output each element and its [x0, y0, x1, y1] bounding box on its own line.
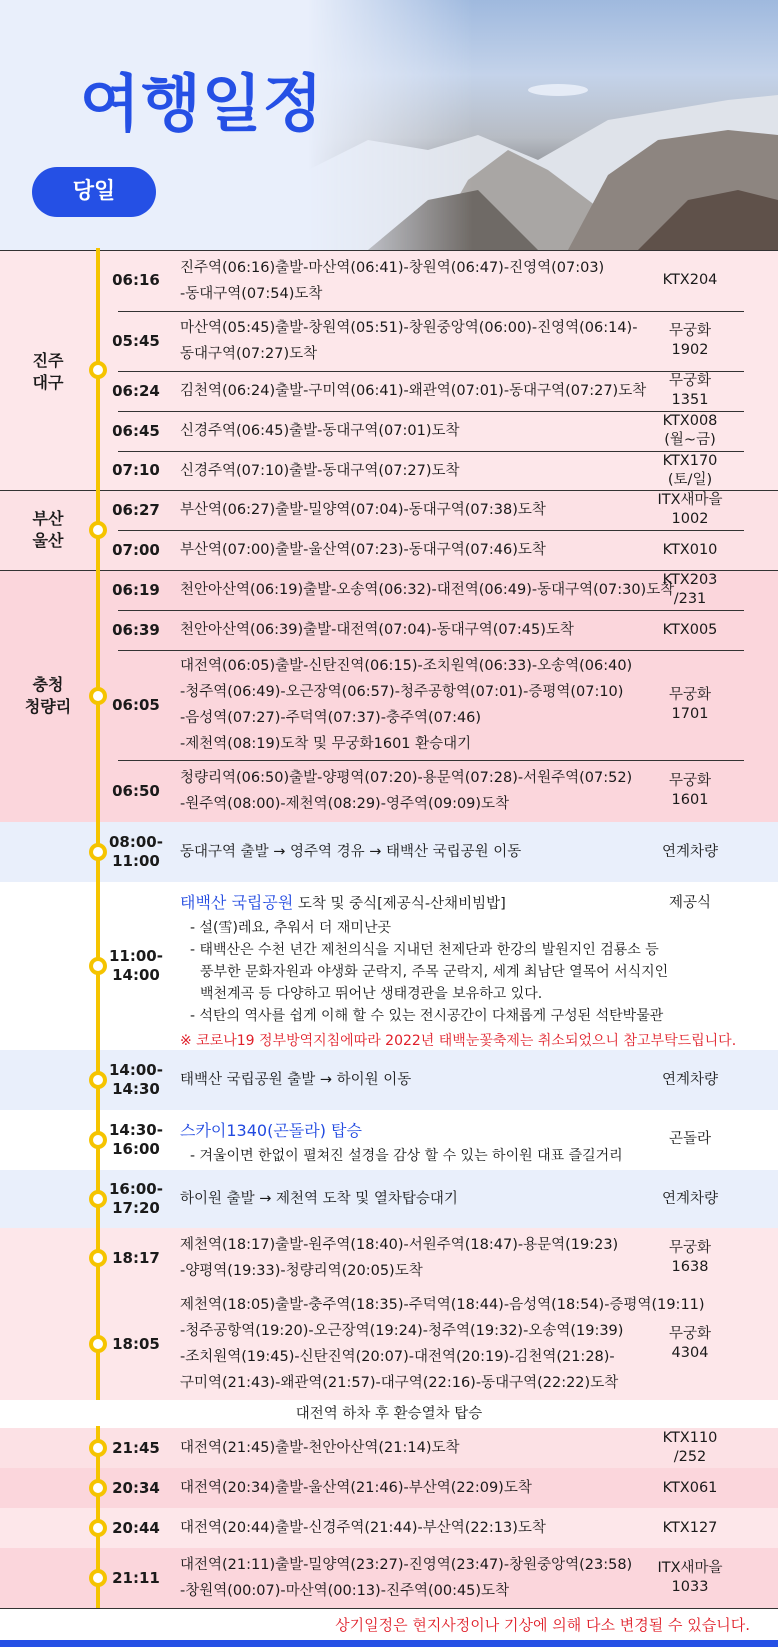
timeline-dot — [89, 1479, 107, 1497]
departure-time: 06:24 — [112, 381, 160, 400]
footer-note: 상기일정은 현지사정이나 기상에 의해 다소 변경될 수 있습니다. — [335, 1616, 750, 1634]
row-divider — [0, 1608, 778, 1609]
route-description: 동대구역 출발 → 영주역 경유 → 태백산 국립공원 이동 — [180, 844, 522, 860]
timeline-dot — [89, 1519, 107, 1537]
activity-description — [180, 890, 737, 1055]
route-description: 대전역(21:11)출발-밀양역(23:27)-진영역(23:47)-창원중앙역(23:58) -창원역(00:07)-마산역(00:13)-진주역(00:45)도착 — [180, 1557, 633, 1599]
activity-bullet: - 석탄의 역사를 쉽게 이해 할 수 있는 전시공간이 다채롭게 구성된 석탄박물관 — [190, 1008, 664, 1024]
timeline-dot — [89, 1439, 107, 1457]
train-name: KTX008 (월~금) — [662, 413, 718, 448]
route-description: 천안아산역(06:19)출발-오송역(06:32)-대전역(06:49)-동대구역(07:30)도착 — [180, 582, 675, 598]
departure-time: 06:50 — [112, 781, 160, 800]
timeline-dot — [89, 1131, 107, 1149]
route-description: 대전역(06:05)출발-신탄진역(06:15)-조치원역(06:33)-오송역(06:40) -청주역(06:49)-오근장역(06:57)-청주공항역(07:01)-증평역(07:10) -음성역(07:27)-주덕역(07:37)-충주역(07:46) -제천역(08:19)도착 및 무궁화1601 환승대기 — [180, 658, 633, 752]
train-name: 연계차량 — [661, 1071, 719, 1088]
header-banner — [0, 0, 778, 250]
departure-time: 07:00 — [112, 540, 160, 559]
timeline-dot — [89, 521, 107, 539]
timeline-dot — [89, 957, 107, 975]
route-description: 제천역(18:17)출발-원주역(18:40)-서원주역(18:47)-용문역(19:23) -양평역(19:33)-청량리역(20:05)도착 — [180, 1237, 619, 1279]
departure-time: 06:19 — [112, 580, 160, 599]
route-description: 태백산 국립공원 출발 → 하이원 이동 — [180, 1072, 412, 1088]
row-divider — [118, 311, 744, 312]
activity-bullet: - 태백산은 수천 년간 제천의식을 지내던 천제단과 한강의 발원지인 검룡소 등 — [190, 942, 659, 958]
departure-time: 06:16 — [112, 271, 160, 289]
departure-time: 21:45 — [112, 1438, 160, 1457]
activity-highlight: 태백산 국립공원 — [180, 893, 294, 912]
route-description: 김천역(06:24)출발-구미역(06:41)-왜관역(07:01)-동대구역(07:27)도착 — [180, 383, 647, 399]
train-name: ITX새마을 1033 — [657, 1560, 723, 1595]
route-description: 대전역(20:44)출발-신경주역(21:44)-부산역(22:13)도착 — [180, 1520, 546, 1536]
departure-time: 06:27 — [112, 500, 160, 519]
covid-notice: ※ 코로나19 정부방역지침에따라 2022년 태백눈꽃축제는 취소되었으니 참고부탁드립니다. — [180, 1033, 737, 1049]
route-description: 하이원 출발 → 제천역 도착 및 열차탑승대기 — [180, 1191, 458, 1207]
train-name: 연계차량 — [661, 843, 719, 860]
train-name: 연계차량 — [661, 1190, 719, 1207]
row-divider — [118, 760, 744, 761]
bottom-bar — [0, 1640, 778, 1647]
departure-time: 06:05 — [112, 695, 160, 714]
route-description: 대전역(21:45)출발-천안아산역(21:14)도착 — [180, 1440, 460, 1456]
departure-time: 18:05 — [112, 1334, 160, 1353]
activity-time: 11:00- 14:00 — [109, 947, 163, 984]
timeline-line — [96, 822, 100, 1400]
route-description: 대전역(20:34)출발-울산역(21:46)-부산역(22:09)도착 — [180, 1480, 532, 1496]
train-name: KTX005 — [662, 621, 718, 638]
group-label-jinju-daegu: 진주 대구 — [32, 351, 64, 392]
activity-heading — [180, 1118, 650, 1145]
activity-highlight: 스카이1340(곤돌라) 탑승 — [180, 1121, 362, 1140]
timeline-dot — [89, 1071, 107, 1089]
departure-time: 16:00- 17:20 — [109, 1180, 163, 1217]
train-name: 무궁화 1638 — [668, 1240, 712, 1275]
train-name: KTX203 /231 — [662, 572, 718, 607]
route-description: 부산역(07:00)출발-울산역(07:23)-동대구역(07:46)도착 — [180, 542, 546, 558]
route-description: 신경주역(06:45)출발-동대구역(07:01)도착 — [180, 423, 460, 439]
departure-time: 06:39 — [112, 620, 160, 639]
departure-time: 05:45 — [112, 331, 160, 350]
activity-bullet: 풍부한 문화자원과 야생화 군락지, 주목 군락지, 세계 최남단 열목어 서식지인 — [200, 964, 669, 980]
timeline-dot — [89, 1569, 107, 1587]
departure-time: 14:00- 14:30 — [109, 1061, 163, 1098]
activity-bullet: 백천계곡 등 다양하고 뛰어난 생태경관을 보유하고 있다. — [200, 986, 543, 1002]
activity-transport: 곤돌라 — [668, 1131, 712, 1147]
transfer-note: 대전역 하차 후 환승열차 탑승 — [295, 1406, 483, 1422]
activity-heading-rest: 도착 및 중식[제공식-산채비빔밥] — [293, 896, 506, 912]
route-description: 신경주역(07:10)출발-동대구역(07:27)도착 — [180, 462, 460, 479]
route-description: 청량리역(06:50)출발-양평역(07:20)-용문역(07:28)-서원주역(07:52) -원주역(08:00)-제천역(08:29)-영주역(09:09)도착 — [180, 770, 633, 812]
route-description: 부산역(06:27)출발-밀양역(07:04)-동대구역(07:38)도착 — [180, 502, 546, 518]
day-trip-badge: 당일 — [32, 167, 156, 217]
train-name: KTX170 (토/일) — [662, 452, 718, 488]
mountain-photo — [308, 0, 778, 250]
activity-time: 14:30- 16:00 — [109, 1121, 163, 1158]
group-label-busan-ulsan: 부산 울산 — [32, 509, 64, 550]
departure-time: 06:45 — [112, 421, 160, 440]
departure-time: 18:17 — [112, 1248, 160, 1267]
timeline-dot — [89, 687, 107, 705]
train-name: KTX204 — [662, 272, 718, 288]
timeline-dot — [89, 843, 107, 861]
departure-time: 20:34 — [112, 1478, 160, 1497]
train-name: ITX새마을 1002 — [657, 492, 723, 527]
timeline-dot — [89, 1249, 107, 1267]
activity-transport: 제공식 — [668, 895, 712, 911]
train-name: 무궁화 1701 — [668, 687, 712, 722]
row-divider — [0, 250, 778, 251]
train-name: KTX061 — [662, 1479, 718, 1496]
train-name: 무궁화 1902 — [668, 323, 712, 358]
departure-time: 20:44 — [112, 1518, 160, 1537]
timeline-dot — [89, 1190, 107, 1208]
train-name: 무궁화 1351 — [668, 373, 712, 408]
departure-time: 07:10 — [112, 461, 160, 479]
activity-description — [180, 1118, 650, 1167]
train-name: KTX010 — [662, 541, 718, 558]
train-name: KTX110 /252 — [662, 1430, 718, 1465]
departure-time: 21:11 — [112, 1568, 160, 1587]
route-description: 마산역(05:45)출발-창원역(05:51)-창원중앙역(06:00)-진영역(06:14)- 동대구역(07:27)도착 — [180, 320, 638, 362]
page-title: 여행일정 — [80, 67, 324, 140]
activity-heading — [180, 890, 650, 917]
row-divider — [118, 530, 744, 531]
train-name: 무궁화 4304 — [668, 1326, 712, 1361]
route-description: 천안아산역(06:39)출발-대전역(07:04)-동대구역(07:45)도착 — [180, 622, 574, 638]
row-divider — [118, 610, 744, 611]
group-label-chungcheong: 충청 청량리 — [24, 675, 72, 716]
row-divider — [118, 650, 744, 651]
activity-bullet: - 설(雪)레요, 추워서 더 재미난곳 — [190, 920, 391, 936]
activity-bullet: - 겨울이면 한없이 펼쳐진 설경을 감상 할 수 있는 하이원 대표 즐길거리 — [190, 1148, 623, 1164]
timeline-dot — [89, 1335, 107, 1353]
timeline-dot — [89, 361, 107, 379]
train-name: 무궁화 1601 — [668, 773, 712, 808]
departure-time: 08:00- 11:00 — [109, 833, 163, 870]
route-description: 진주역(06:16)출발-마산역(06:41)-창원역(06:47)-진영역(07:03) -동대구역(07:54)도착 — [180, 259, 605, 302]
route-description: 제천역(18:05)출발-충주역(18:35)-주덕역(18:44)-음성역(18:54)-증평역(19:11) -청주공항역(19:20)-오근장역(19:24)-청주역(19:32)-오송역(19:39) -조치원역(19:45)-신탄진역(20:07)-대전역(20:19)-김천역(21:28)- 구미역(21:43)-왜관역(21:57)-대구역(22:16)-동대구역(22:22)도착 — [180, 1297, 705, 1391]
train-name: KTX127 — [662, 1519, 718, 1536]
